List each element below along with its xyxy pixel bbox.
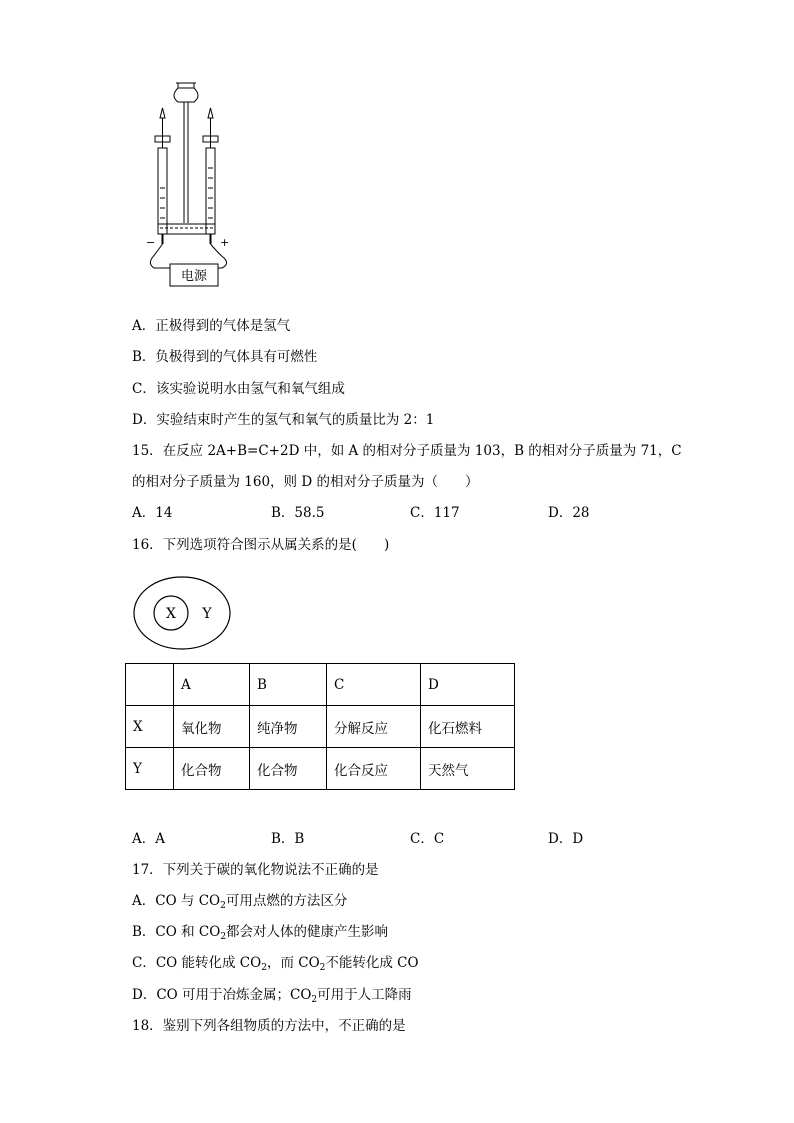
option-text: 都会对人体的健康产生影响 bbox=[226, 924, 389, 940]
table-row bbox=[126, 748, 515, 790]
outer-set-label: Y bbox=[202, 606, 212, 622]
table-cell: D bbox=[421, 664, 515, 706]
positive-electrode-sign: + bbox=[220, 236, 230, 249]
table-cell: C bbox=[327, 664, 421, 706]
subscript: 2 bbox=[261, 963, 267, 973]
table-cell: 化石燃料 bbox=[421, 706, 515, 748]
negative-electrode-sign: − bbox=[146, 236, 156, 249]
table-cell bbox=[126, 664, 174, 706]
q16-options-table bbox=[125, 663, 515, 790]
table-cell: 化合物 bbox=[250, 748, 327, 790]
subscript: 2 bbox=[220, 932, 227, 942]
subscript: 2 bbox=[311, 995, 318, 1005]
q16-option-c: C．C bbox=[410, 831, 445, 847]
option-text: ，而 CO bbox=[266, 955, 320, 971]
table-cell: 化合物 bbox=[174, 748, 250, 790]
table-cell: 分解反应 bbox=[327, 706, 421, 748]
table-header-row bbox=[126, 664, 515, 706]
q15-stem-line2: 的相对分子质量为 160，则 D 的相对分子质量为（ ） bbox=[132, 474, 479, 490]
q17-option-b bbox=[132, 923, 388, 946]
table-cell: B bbox=[250, 664, 327, 706]
q17-stem: 17．下列关于碳的氧化物说法不正确的是 bbox=[132, 862, 379, 878]
q15-option-b: B．58.5 bbox=[271, 505, 325, 521]
q15-stem-line1: 15．在反应 2A+B=C+2D 中，如 A 的相对分子质量为 103，B 的相对分子质量为 71，C bbox=[132, 443, 682, 459]
table-cell: A bbox=[174, 664, 250, 706]
table-cell: 纯净物 bbox=[250, 706, 327, 748]
option-text: 可用点燃的方法区分 bbox=[225, 893, 348, 909]
table-cell: 化合反应 bbox=[327, 748, 421, 790]
q18-stem: 18．鉴别下列各组物质的方法中，不正确的是 bbox=[132, 1018, 406, 1034]
q16-stem: 16．下列选项符合图示从属关系的是( ) bbox=[132, 537, 390, 553]
option-text: B．CO 和 CO bbox=[132, 924, 221, 940]
q14-option-c: C．该实验说明水由氢气和氧气组成 bbox=[132, 381, 345, 397]
set-inclusion-diagram bbox=[132, 575, 234, 653]
q14-option-b: B．负极得到的气体具有可燃性 bbox=[132, 349, 318, 365]
q17-option-c bbox=[132, 954, 419, 977]
q16-option-a: A．A bbox=[132, 831, 165, 847]
inner-set-label: X bbox=[166, 606, 176, 622]
electrolysis-apparatus-figure bbox=[140, 78, 250, 293]
option-text: C．CO 能转化成 CO bbox=[132, 955, 262, 971]
q16-option-d: D．D bbox=[548, 831, 584, 847]
power-source-label: 电源 bbox=[180, 269, 208, 284]
option-text: D．CO 可用于冶炼金属；CO bbox=[132, 987, 312, 1003]
q15-option-c: C．117 bbox=[410, 505, 460, 521]
table-cell: X bbox=[126, 706, 174, 748]
table-cell: 氧化物 bbox=[174, 706, 250, 748]
option-text: 不能转化成 CO bbox=[325, 955, 419, 971]
table-cell: 天然气 bbox=[421, 748, 515, 790]
option-text: A．CO 与 CO bbox=[132, 893, 221, 909]
q16-option-b: B．B bbox=[271, 831, 305, 847]
q14-option-a: A．正极得到的气体是氢气 bbox=[132, 318, 291, 334]
q15-option-a: A．14 bbox=[132, 505, 173, 521]
q17-option-d bbox=[132, 986, 412, 1009]
q15-option-d: D．28 bbox=[548, 505, 590, 521]
subscript: 2 bbox=[220, 901, 226, 911]
table-cell: Y bbox=[126, 748, 174, 790]
q14-option-d: D．实验结束时产生的氢气和氧气的质量比为 2：1 bbox=[132, 412, 435, 428]
q17-option-a bbox=[132, 892, 347, 915]
table-row bbox=[126, 706, 515, 748]
option-text: 可用于人工降雨 bbox=[317, 987, 412, 1003]
subscript: 2 bbox=[319, 963, 326, 973]
